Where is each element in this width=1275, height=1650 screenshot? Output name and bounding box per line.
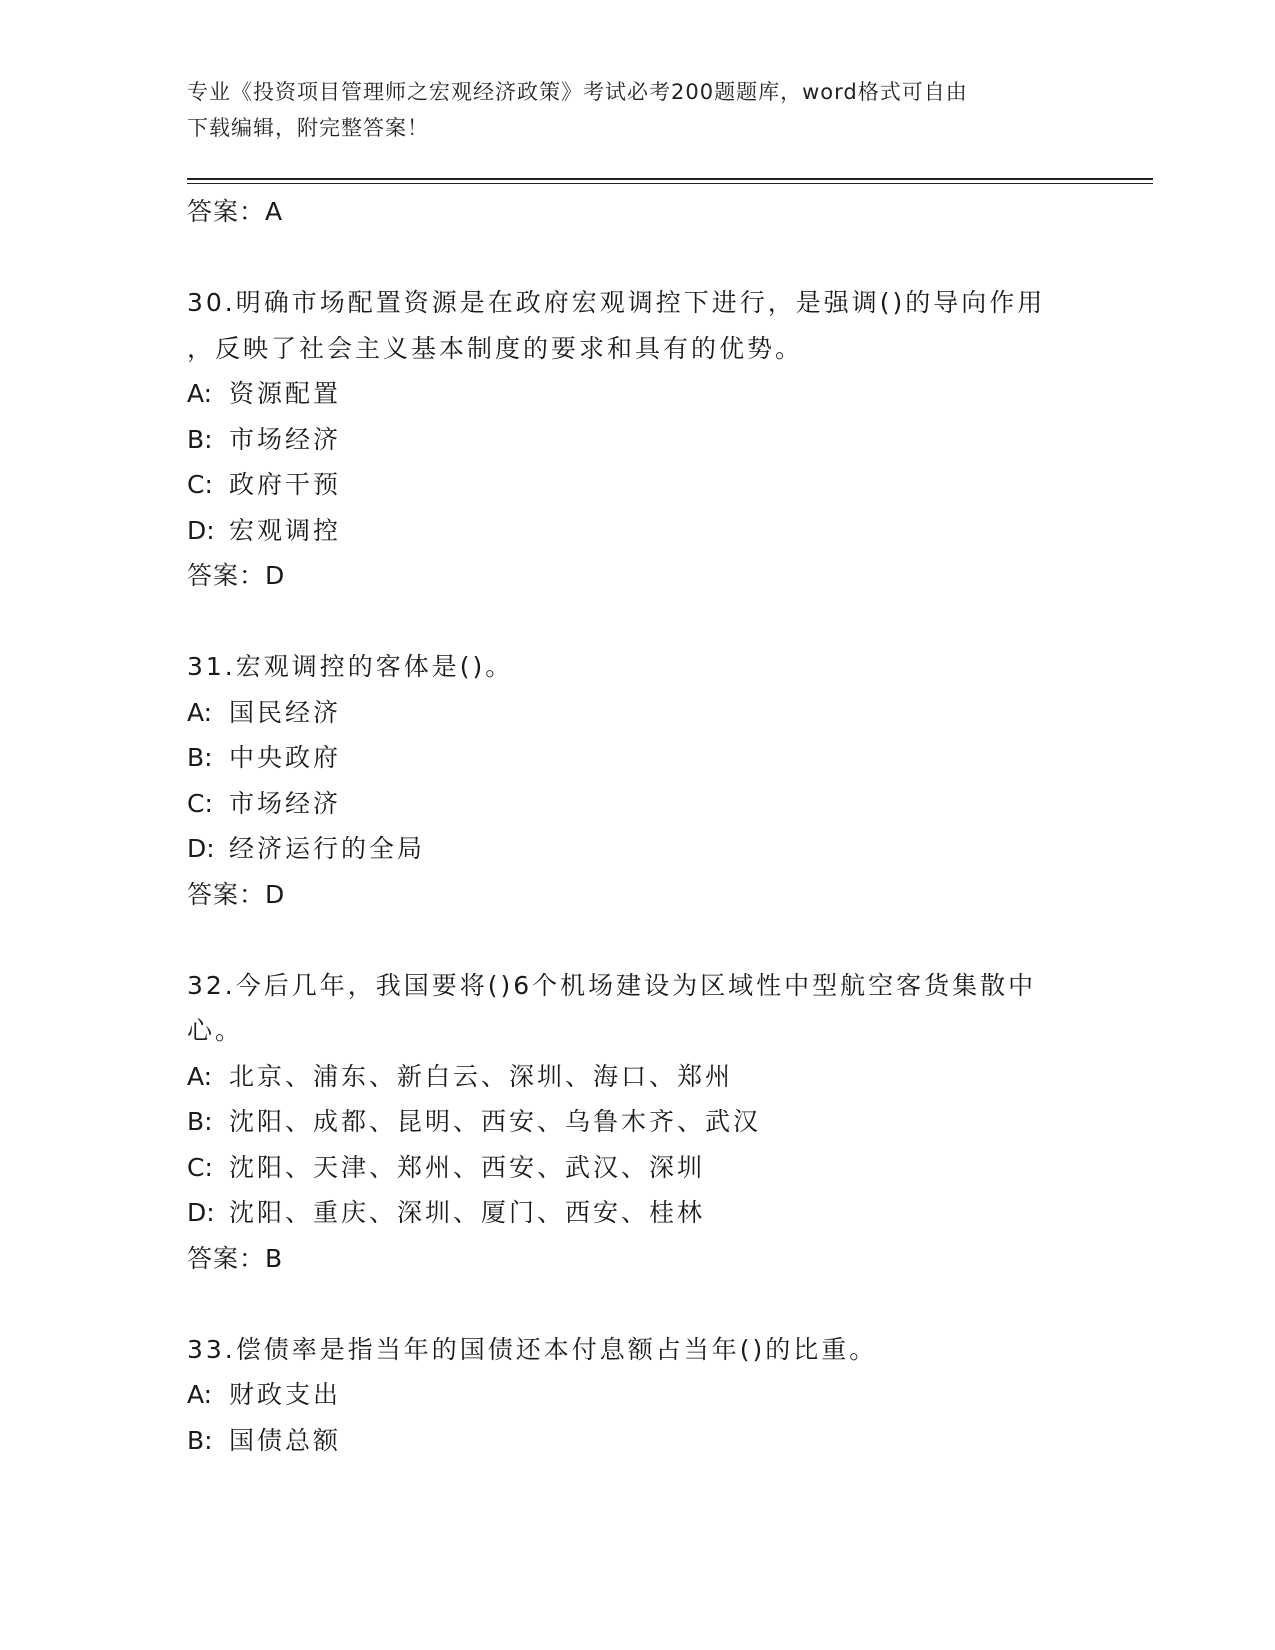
option-c: C: 市场经济 (187, 788, 342, 818)
option-b: B: 沈阳、成都、昆明、西安、乌鲁木齐、武汉 (187, 1107, 762, 1136)
question-stem: 33.偿债率是指当年的国债还本付息额占当年()的比重。 (187, 1334, 878, 1364)
document-header (187, 74, 1067, 146)
question-block (187, 1327, 1127, 1464)
question-stem: 30.明确市场配置资源是在政府宏观调控下进行，是强调()的导向作用 ，反映了社会主义基本制度的要求和具有的优势。 (187, 288, 1046, 363)
option-d: D: 沈阳、重庆、深圳、厦门、西安、桂林 (187, 1198, 706, 1227)
question-block (187, 963, 1127, 1282)
question-block (187, 280, 1127, 599)
option-c: C: 政府干预 (187, 470, 342, 499)
option-a: A: 财政支出 (187, 1380, 342, 1409)
option-b: B: 国债总额 (187, 1425, 342, 1455)
option-a: A: 资源配置 (187, 379, 342, 408)
question-list (187, 189, 1127, 1463)
question-stem: 32.今后几年，我国要将()6个机场建设为区域性中型航空客货集散中 心。 (187, 970, 1037, 1045)
answer-line: 答案：A (187, 197, 284, 226)
option-a: A: 国民经济 (187, 697, 342, 727)
option-d: D: 宏观调控 (187, 515, 342, 545)
option-b: B: 市场经济 (187, 424, 342, 454)
answer-line: 答案：B (187, 1243, 284, 1273)
answer-line: 答案：D (187, 879, 286, 909)
header-divider-thick (187, 178, 1153, 180)
question-block (187, 644, 1127, 917)
question-stem: 31.宏观调控的客体是()。 (187, 652, 514, 681)
header-line-1: 专业《投资项目管理师之宏观经济政策》考试必考200题题库，word格式可自由 (187, 80, 968, 104)
option-c: C: 沈阳、天津、郑州、西安、武汉、深圳 (187, 1152, 706, 1182)
header-divider-thin (187, 183, 1153, 184)
option-a: A: 北京、浦东、新白云、深圳、海口、郑州 (187, 1061, 734, 1091)
header-line-2: 下载编辑，附完整答案！ (187, 116, 429, 140)
option-d: D: 经济运行的全局 (187, 834, 426, 863)
answer-line: 答案：D (187, 561, 286, 590)
option-b: B: 中央政府 (187, 743, 342, 772)
